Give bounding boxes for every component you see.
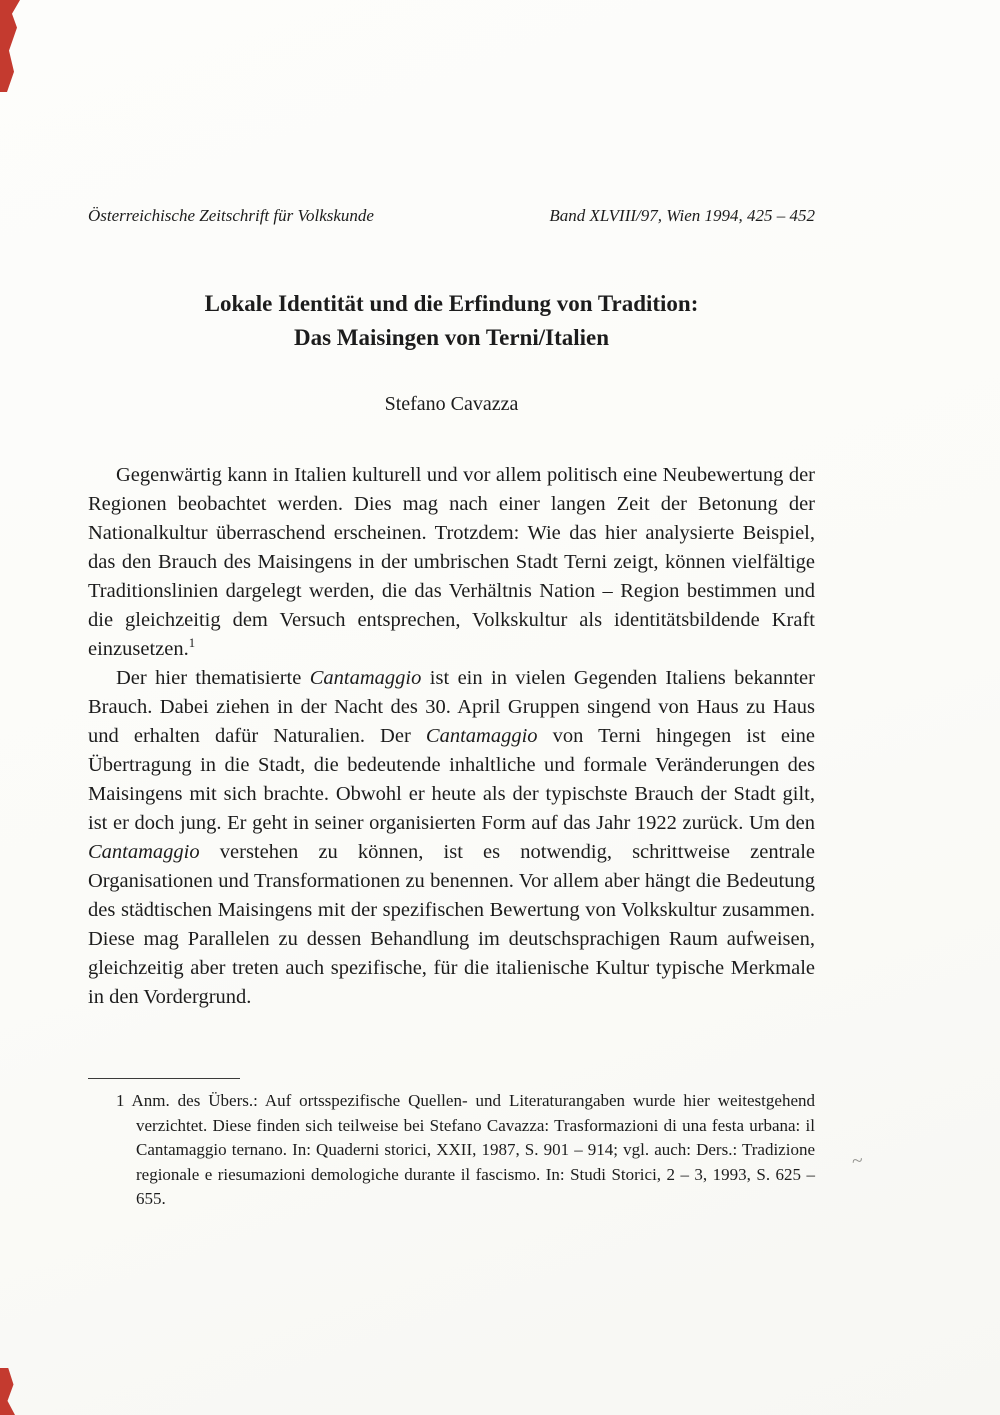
footnote-1 [116,1089,815,1212]
journal-header [88,205,815,227]
author-name: Stefano Cavazza [384,393,519,415]
text-segment: verstehen zu können, ist es notwendig, schrittweise zentrale Organisationen und Transformationen zu benennen. Vor allem aber hängt die Bedeutung des städtischen Maisingens mit der spezifischen Bewertung von Volkskultur zusammen. Diese mag Parallelen zu dessen Behandlung im deutschsprachigen Raum aufweisen, gleichzeitig aber treten auch spezifische, für die italienische Kultur typische Merkmale in den Vordergrund. [88,841,815,1008]
body-paragraph-2 [88,664,815,1012]
footnote-separator-rule [88,1078,240,1079]
page-content [88,205,815,1212]
journal-issue-info: Band XLVIII/97, Wien 1994, 425 – 452 [549,206,815,225]
article-title [88,287,815,355]
body-paragraph-1 [88,461,815,664]
footnote-text [132,1091,816,1208]
text-segment: Der hier thematisierte [116,667,310,689]
text-segment: ist ein in vielen Gegenden Italiens bekannter Brauch. Dabei ziehen in der Nacht des 30. April Gruppen singend von Haus zu Haus und erhalten dafür Naturalien. Der [88,667,815,747]
journal-name: Österreichische Zeitschrift für Volkskunde [88,206,374,225]
footnote-marker: 1 [116,1091,125,1110]
text-segment: 1 [188,636,196,651]
text-segment: Cantamaggio [425,725,538,747]
text-segment: Gegenwärtig kann in Italien kulturell und vor allem politisch eine Neubewertung der Regionen beobachtet werden. Dies mag nach einer langen Zeit der Betonung der Nationalkultur überraschend erscheinen. Trotzdem: Wie das hier analysierte Beispiel, das den Brauch des Maisingens in der umbrischen Stadt Terni zeigt, können vielfältige Traditionslinien dargelegt werden, die das Verhältnis Nation – Region bestimmen und die gleichzeitig dem Versuch entsprechen, Volkskultur als identitätsbildende Kraft einzusetzen. [88,464,815,660]
article-title-line-1: Lokale Identität und die Erfindung von Tradition: [204,291,699,316]
text-segment: von Terni hingegen ist eine Übertragung in die Stadt, die bedeutende inhaltliche und formale Veränderungen des Maisingens mit sich brachte. Obwohl er heute als der typischste Brauch der Stadt gilt, ist er doch jung. Er geht in seiner organisierten Form auf das Jahr 1922 zurück. Um den [88,725,816,834]
article-title-line-2: Das Maisingen von Terni/Italien [293,325,610,350]
margin-scan-mark: ~ [850,1149,865,1173]
scan-artifact-bottom-left [0,1368,15,1415]
text-segment: Anm. des Übers.: Auf ortsspezifische Quellen- und Literaturangaben wurde hier weitestgehend verzichtet. Diese finden sich teilweise bei Stefano Cavazza: Trasformazioni di una festa urbana: il Cantamaggio ternano. In: Quaderni storici, XXII, 1987, S. 901 – 914; vgl. auch: Ders.: Tradizione regionale e riesumazioni demologiche durante il fascismo. In: Studi Storici, 2 – 3, 1993, S. 625 – 655. [131,1091,815,1208]
text-segment: Cantamaggio [88,841,200,863]
scan-artifact-top-left [0,0,20,92]
text-segment: Cantamaggio [309,667,422,689]
